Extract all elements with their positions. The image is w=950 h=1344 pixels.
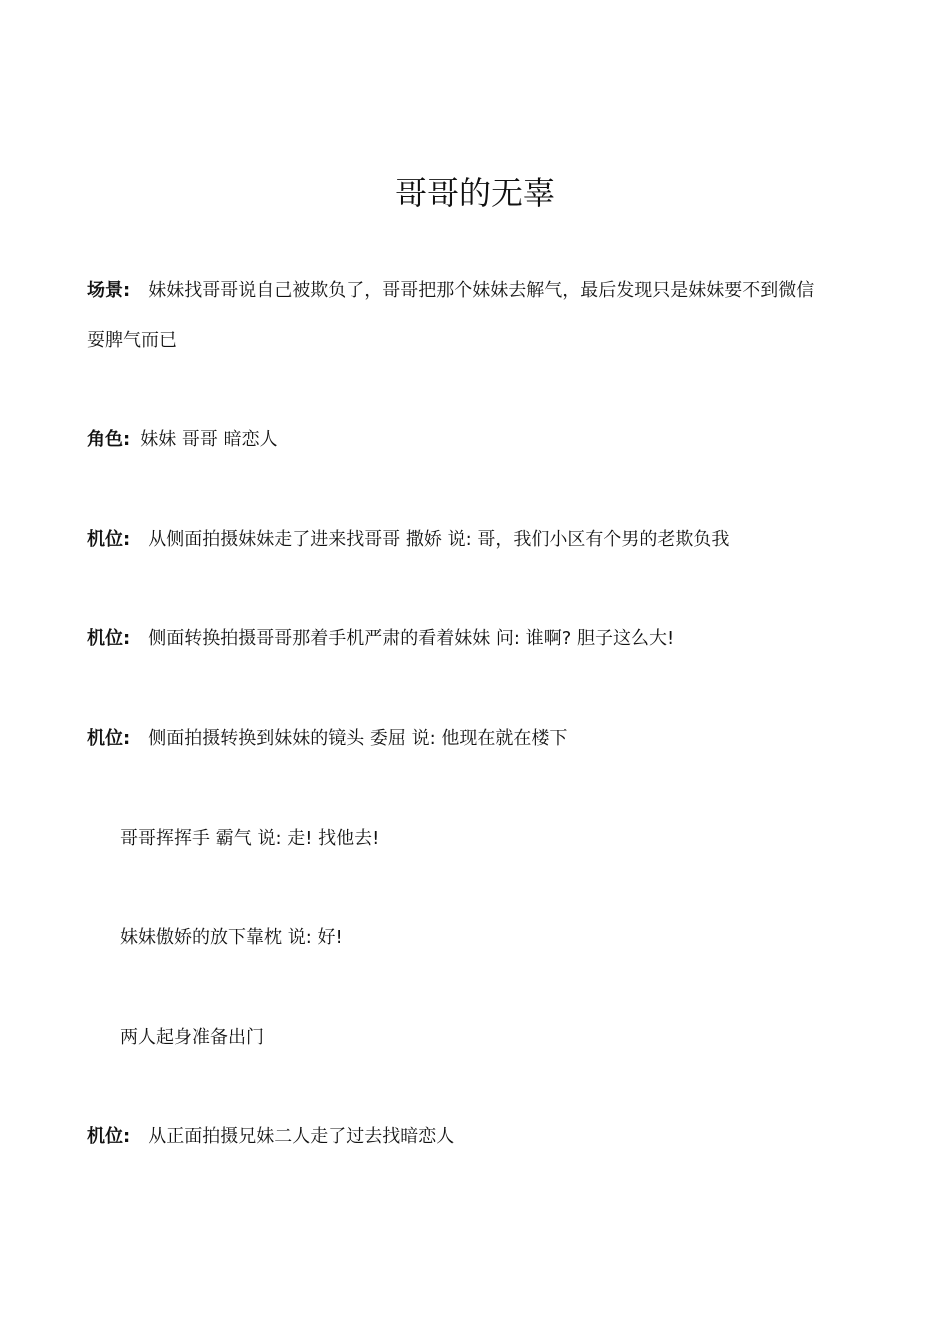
scene-paragraph [87,277,814,305]
final-shot-line [87,1123,454,1151]
shot-label: 机位: [87,628,131,649]
scene-text-line2: 耍脾气而已 [87,330,177,351]
shot-line [87,625,674,653]
shot-label: 机位: [87,728,131,749]
roles-paragraph [87,426,278,454]
roles-label: 角色: [87,429,131,450]
action-line [120,825,379,853]
shot-text: 侧面转换拍摄哥哥那着手机严肃的看着妹妹 问: 谁啊? 胆子这么大! [148,628,675,649]
action-text: 妹妹傲娇的放下靠枕 说: 好! [120,927,343,948]
page-title: 哥哥的无辜 [394,174,555,212]
final-shot-text: 从正面拍摄兄妹二人走了过去找暗恋人 [148,1126,455,1147]
final-shot-label: 机位: [87,1126,131,1147]
action-line [120,924,343,952]
shot-line [87,526,729,554]
shot-line [87,725,567,753]
action-text: 两人起身准备出门 [120,1027,264,1048]
action-line [120,1024,264,1052]
scene-label: 场景: [87,280,131,301]
action-text: 哥哥挥挥手 霸气 说: 走! 找他去! [120,828,380,849]
shot-label: 机位: [87,529,131,550]
scene-text-line1: 妹妹找哥哥说自己被欺负了，哥哥把那个妹妹去解气，最后发现只是妹妹要不到微信 [148,280,815,301]
shot-text: 从侧面拍摄妹妹走了进来找哥哥 撒娇 说: 哥，我们小区有个男的老欺负我 [148,529,730,550]
shot-text: 侧面拍摄转换到妹妹的镜头 委屈 说: 他现在就在楼下 [148,728,568,749]
scene-paragraph-continued [87,327,177,355]
roles-text: 妹妹 哥哥 暗恋人 [140,429,278,450]
